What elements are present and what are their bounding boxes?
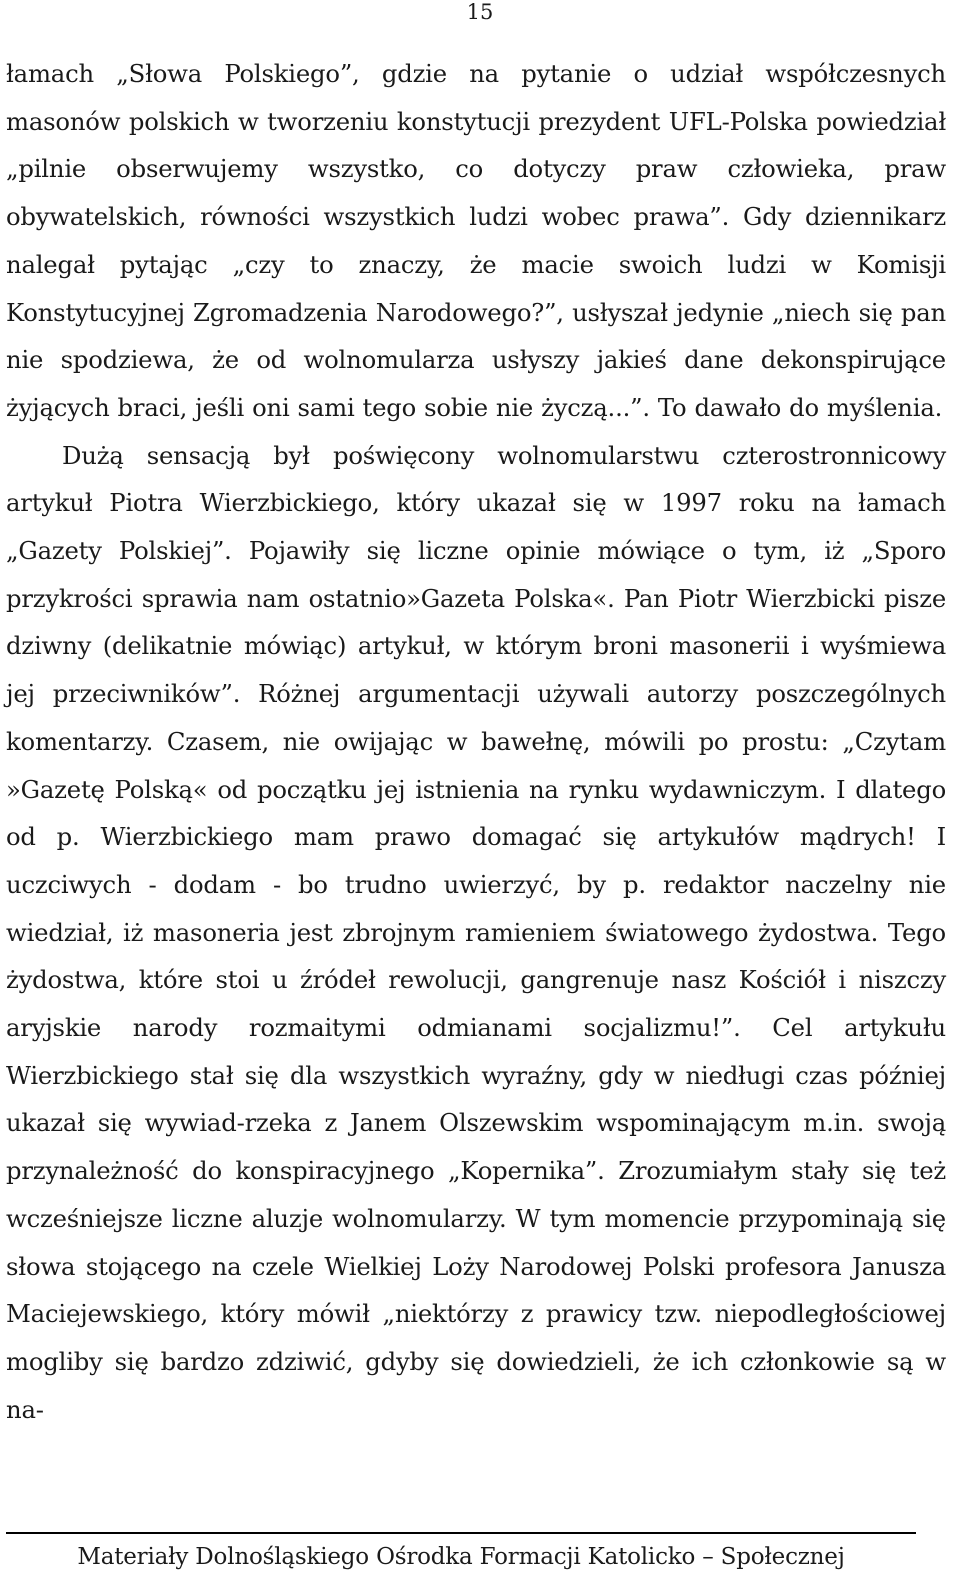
body-text <box>6 50 946 1433</box>
page-number: 15 <box>466 0 494 24</box>
paragraph: Dużą sensacją był poświęcony wolnomularstwu czterostronnicowy artykuł Piotra Wierzbickiego, który ukazał się w 1997 roku na łamach „Gazety Polskiej”. Pojawiły się liczne opinie mówiące o tym, iż „Sporo przykrości sprawia nam ostatnio»Gazeta Polska«. Pan Piotr Wierzbicki pisze dziwny (delikatnie mówiąc) artykuł, w którym broni masonerii i wyśmiewa jej przeciwników”. Różnej argumentacji używali autorzy poszczególnych komentarzy. Czasem, nie owijając w bawełnę, mówili po prostu: „Czytam »Gazetę Polską« od początku jej istnienia na rynku wydawniczym. I dlatego od p. Wierzbickiego mam prawo domagać się artykułów mądrych! I uczciwych - dodam - bo trudno uwierzyć, by p. redaktor naczelny nie wiedział, iż masoneria jest zbrojnym ramieniem światowego żydostwa. Tego żydostwa, które stoi u źródeł rewolucji, gangrenuje nasz Kościół i niszczy aryjskie narody rozmaitymi odmianami socjalizmu!”. Cel artykułu Wierzbickiego stał się dla wszystkich wyraźny, gdy w niedługi czas później ukazał się wywiad-rzeka z Janem Olszewskim wspominającym m.in. swoją przynależność do konspiracyjnego „Kopernika”. Zrozumiałym stały się też wcześniejsze liczne aluzje wolnomularzy. W tym momencie przypominają się słowa stojącego na czele Wielkiej Loży Narodowej Polski profesora Janusza Maciejewskiego, który mówił „niektórzy z prawicy tzw. niepodległościowej mogliby się bardzo zdziwić, gdyby się dowiedzieli, że ich członkowie są w na- <box>6 440 946 1424</box>
paragraph: łamach „Słowa Polskiego”, gdzie na pytanie o udział współczesnych masonów polskich w tworzeniu konstytucji prezydent UFL-Polska powiedział „pilnie obserwujemy wszystko, co dotyczy praw człowieka, praw obywatelskich, równości wszystkich ludzi wobec prawa”. Gdy dziennikarz nalegał pytając „czy to znaczy, że macie swoich ludzi w Komisji Konstytucyjnej Zgromadzenia Narodowego?”, usłyszał jedynie „niech się pan nie spodziewa, że od wolnomularza usłyszy jakieś dane dekonspirujące żyjących braci, jeśli oni sami tego sobie nie życzą...”. To dawało do myślenia. <box>6 59 946 422</box>
footer-divider <box>6 1532 916 1534</box>
page-footer: Materiały Dolnośląskiego Ośrodka Formacji Katolicko – Społecznej <box>77 1544 845 1570</box>
